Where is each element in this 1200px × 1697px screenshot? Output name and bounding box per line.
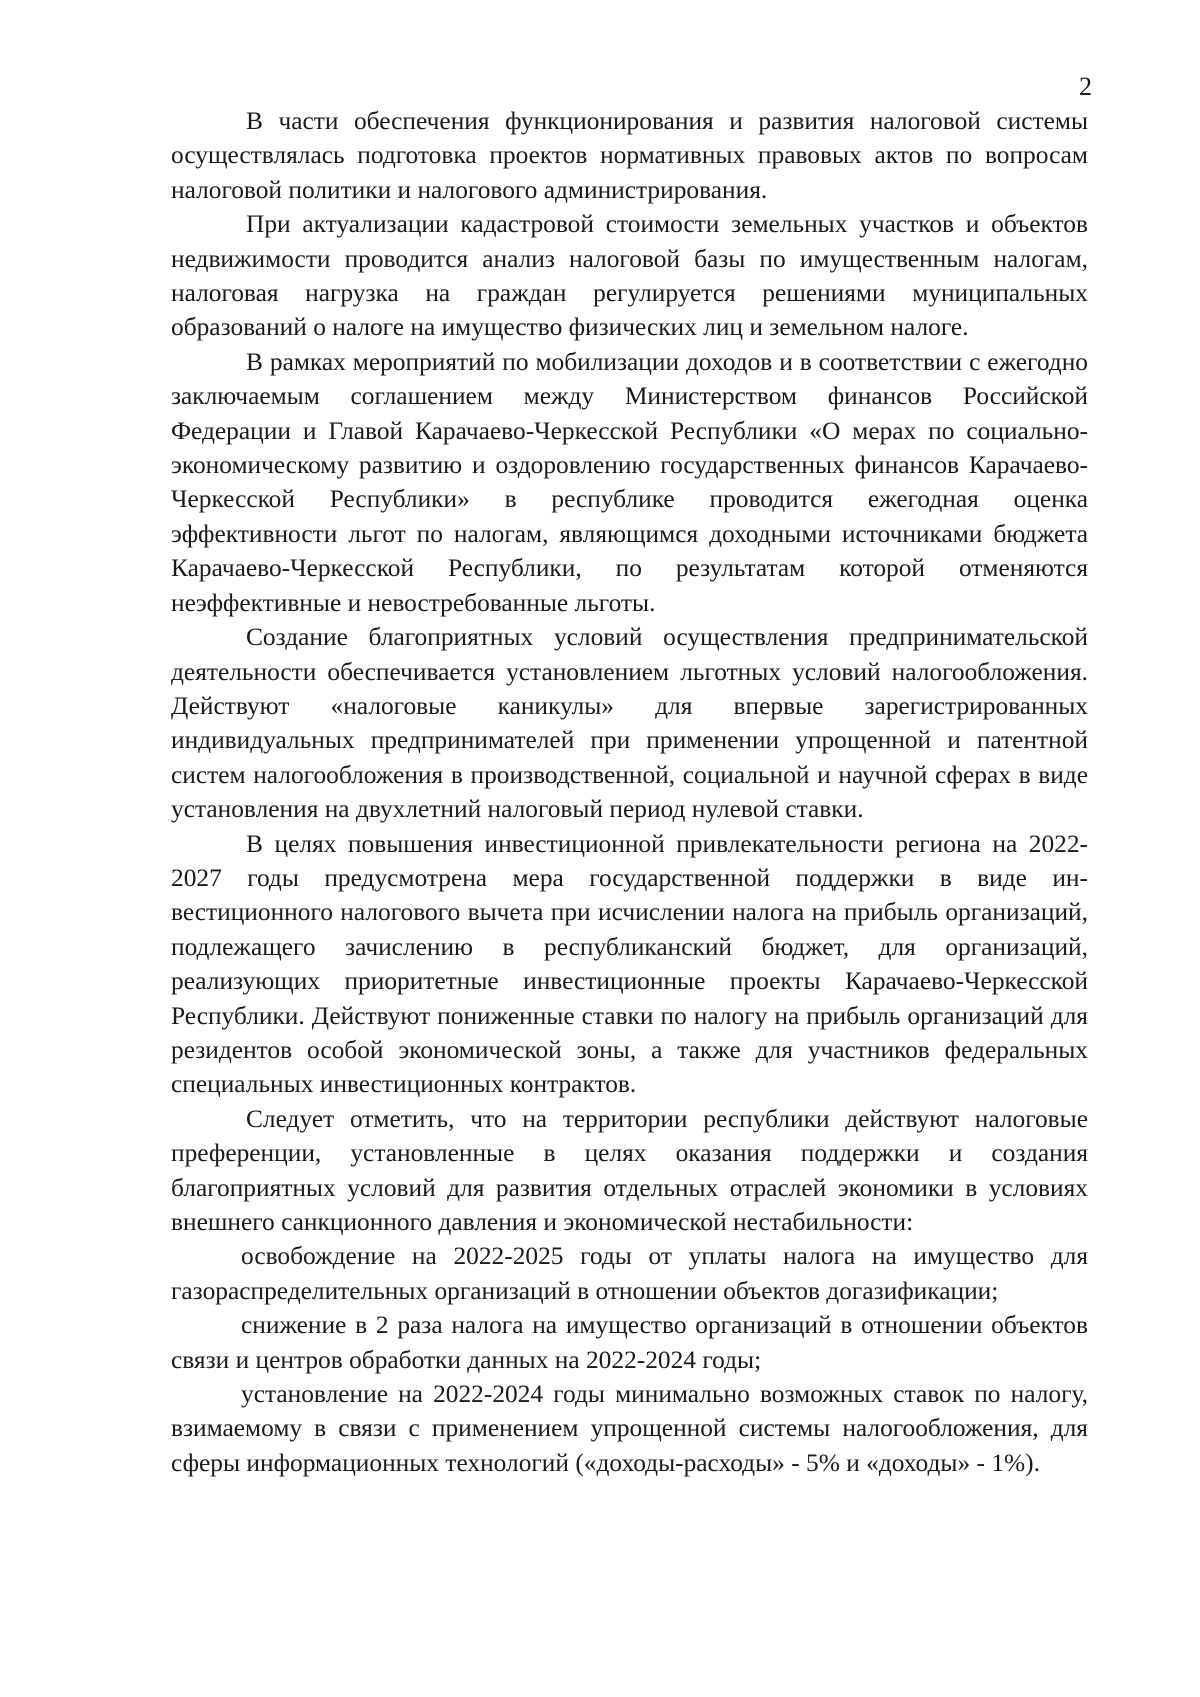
paragraph-revenue-mobilization: В рамках мероприятий по мобилизации доходов и в соответствии с ежегодно заключаемым соглашением между Министерством финансов Российской Федерации и Главой Карачаево-Черкесской Республики «О мерах по социально-экономическому развитию и оздоровлению государственных финансов Карачаево-Черкесской Республики» в республике проводится ежегодная оценка эффективности льгот по налогам, являющимся доходными источниками бюджета Карачаево-Черкесской Республики, по результатам которой отменяются неэффективные и невостребованные льготы. (171, 347, 1088, 617)
document-body (171, 104, 1088, 1480)
list-item-it-sector-rates: установление на 2022-2024 годы минимально возможных ставок по налогу, взимаемому в связи с применением упрощенной системы налогообложения, для сферы информационных технологий («доходы-расходы» - 5% и «доходы» - 1%). (171, 1380, 1088, 1477)
list-item-communication-objects: снижение в 2 раза налога на имущество организаций в отношении объектов связи и центров обработки данных на 2022-2024 годы; (171, 1311, 1088, 1374)
paragraph-business-conditions: Создание благоприятных условий осуществления предпринимательской деятельности обеспечивается установлением льготных условий налогообложения. Действуют «налоговые каникулы» для впервые зарегистрированных индивидуальных предпринимателей при применении упрощенной и патентной систем налогообложения в производственной, социальной и научной сферах в виде установления на двухлетний налоговый период нулевой ставки. (171, 623, 1088, 824)
list-item-gas-distribution-exemption: освобождение на 2022-2025 годы от уплаты налога на имущество для газораспределительных организаций в отношении объектов догазификации; (171, 1242, 1088, 1305)
paragraph-cadastral-value: При актуализации кадастровой стоимости земельных участков и объектов недвижимости проводится анализ налоговой базы по имущественным налогам, налоговая нагрузка на граждан регулируется решениями муниципальных образований о налоге на имущество физических лиц и земельном налоге. (171, 210, 1088, 342)
page-number: 2 (1079, 72, 1092, 101)
paragraph-tax-preferences: Следует отметить, что на территории республики действуют налоговые преференции, установленные в целях оказания поддержки и создания благоприятных условий для развития отдельных отраслей экономики в условиях внешнего санкционного давления и экономической нестабильности: (171, 1104, 1088, 1236)
paragraph-investment-attractiveness: В целях повышения инвестиционной привлекательности региона на 2022-2027 годы предусмотрена мера государственной поддержки в виде инвестиционного налогового вычета при исчислении налога на прибыль организаций, подлежащего зачислению в республиканский бюджет, для организаций, реализующих приоритетные инвестиционные проекты Карачаево-Черкесской Республики. Действуют пониженные ставки по налогу на прибыль организаций для резидентов особой экономической зоны, а также для участников федеральных специальных инвестиционных контрактов. (171, 829, 1088, 1099)
paragraph-tax-system-development: В части обеспечения функционирования и развития налоговой системы осуществлялась подготовка проектов нормативных правовых актов по вопросам налоговой политики и налогового администрирования. (171, 107, 1088, 204)
